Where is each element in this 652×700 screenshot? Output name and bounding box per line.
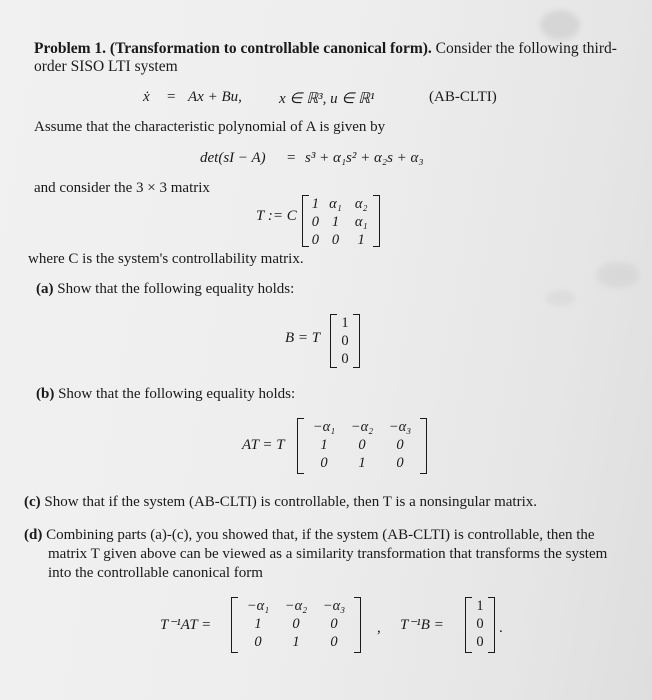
- part-b-lhs: AT = T: [242, 437, 285, 453]
- matrix-cell: 1: [320, 436, 328, 453]
- part-c-line: [24, 494, 537, 511]
- matrix-cell: −α₃: [388, 418, 412, 435]
- system-eq-label: (AB-CLTI): [429, 89, 497, 105]
- matrix-cell: 0: [292, 615, 300, 632]
- matrix-cell: α₁: [354, 213, 368, 230]
- part-a-lhs: B = T: [285, 330, 321, 346]
- part-a-label: (a): [36, 281, 54, 297]
- matrix-cell: 1: [311, 195, 319, 212]
- problem-subtitle: (Transformation to controllable canonical form).: [109, 40, 432, 57]
- matrix-cell: 0: [331, 231, 340, 248]
- vector-cell: 0: [341, 350, 349, 367]
- vector-cell: 0: [476, 633, 484, 650]
- matrix-cell: −α₂: [350, 418, 374, 435]
- paper-smudge: [596, 262, 640, 288]
- matrix-cell: 0: [330, 615, 338, 632]
- problem-heading-line: [34, 40, 617, 58]
- t-def-matrix: [302, 195, 380, 247]
- problem-intro: Consider the following third-: [435, 40, 617, 57]
- matrix-cell: −α₁: [312, 418, 336, 435]
- part-c-text: Show that if the system (AB-CLTI) is controllable, then T is a nonsingular matrix.: [44, 494, 537, 510]
- matrix-cell: 0: [396, 454, 404, 471]
- part-c-label: (c): [24, 494, 41, 510]
- matrix-cell: −α₂: [284, 597, 308, 614]
- matrix-cell: 1: [292, 633, 300, 650]
- final-lhs2: T⁻¹B =: [400, 617, 444, 633]
- paper-smudge: [540, 10, 580, 40]
- system-eq-rhs: Ax + Bu,: [188, 89, 242, 105]
- matrix-cell: 1: [358, 454, 366, 471]
- where-text: where C is the system's controllability matrix.: [28, 251, 304, 267]
- charpoly-rhs: s³ + α₁s² + α₂s + α₃: [305, 150, 424, 166]
- matrix-cell: 1: [331, 213, 340, 230]
- matrix-cell: 0: [358, 436, 366, 453]
- matrix-cell: 1: [357, 231, 365, 248]
- charpoly-equals: =: [287, 150, 296, 166]
- vector-cell: 1: [476, 597, 484, 614]
- matrix-cell: 0: [320, 454, 328, 471]
- final-period: .: [499, 620, 503, 636]
- part-b-label: (b): [36, 386, 55, 402]
- part-d-text2: matrix T given above can be viewed as a similarity transformation that transforms the system: [48, 546, 608, 562]
- matrix-cell: 0: [311, 231, 319, 248]
- problem-intro-line2: order SISO LTI system: [34, 58, 178, 75]
- part-d-text1: Combining parts (a)-(c), you showed that, if the system (AB-CLTI) is controllable, then the: [46, 527, 595, 543]
- matrix-cell: 0: [396, 436, 404, 453]
- vector-cell: 0: [341, 332, 349, 349]
- matrix-cell: −α₃: [322, 597, 346, 614]
- part-a-vector: [330, 314, 360, 368]
- part-d-label: (d): [24, 527, 43, 543]
- matrix-cell: 1: [254, 615, 262, 632]
- final-matrix: [231, 597, 361, 653]
- charpoly-lhs: det(sI − A): [200, 150, 266, 166]
- vector-cell: 0: [476, 615, 484, 632]
- vector-cell: 1: [341, 314, 349, 331]
- final-lhs1: T⁻¹AT =: [160, 617, 212, 633]
- part-b-line: [36, 386, 295, 403]
- part-d-text3: into the controllable canonical form: [48, 565, 263, 581]
- part-b-matrix: [297, 418, 427, 474]
- matrix-cell: α₁: [329, 195, 342, 212]
- final-comma: ,: [377, 620, 381, 636]
- consider-text: and consider the 3 × 3 matrix: [34, 180, 210, 196]
- matrix-cell: α₂: [354, 195, 368, 212]
- part-a-text: Show that the following equality holds:: [57, 281, 295, 297]
- system-eq-equals: =: [167, 89, 176, 105]
- part-d-line1: [24, 527, 595, 544]
- system-eq-domain: x ∈ ℝ³, u ∈ ℝ¹: [279, 91, 375, 107]
- system-eq-xdot: ẋ: [143, 89, 150, 105]
- problem-number: Problem 1.: [34, 40, 107, 57]
- part-b-text: Show that the following equality holds:: [58, 386, 296, 402]
- final-vector: [465, 597, 495, 653]
- assume-text: Assume that the characteristic polynomial of A is given by: [34, 119, 386, 135]
- t-def-lhs: T := C: [256, 208, 297, 224]
- matrix-cell: −α₁: [246, 597, 270, 614]
- paper-smudge: [545, 290, 575, 306]
- part-a-line: [36, 281, 294, 298]
- matrix-cell: 0: [330, 633, 338, 650]
- matrix-cell: 0: [311, 213, 319, 230]
- matrix-cell: 0: [254, 633, 262, 650]
